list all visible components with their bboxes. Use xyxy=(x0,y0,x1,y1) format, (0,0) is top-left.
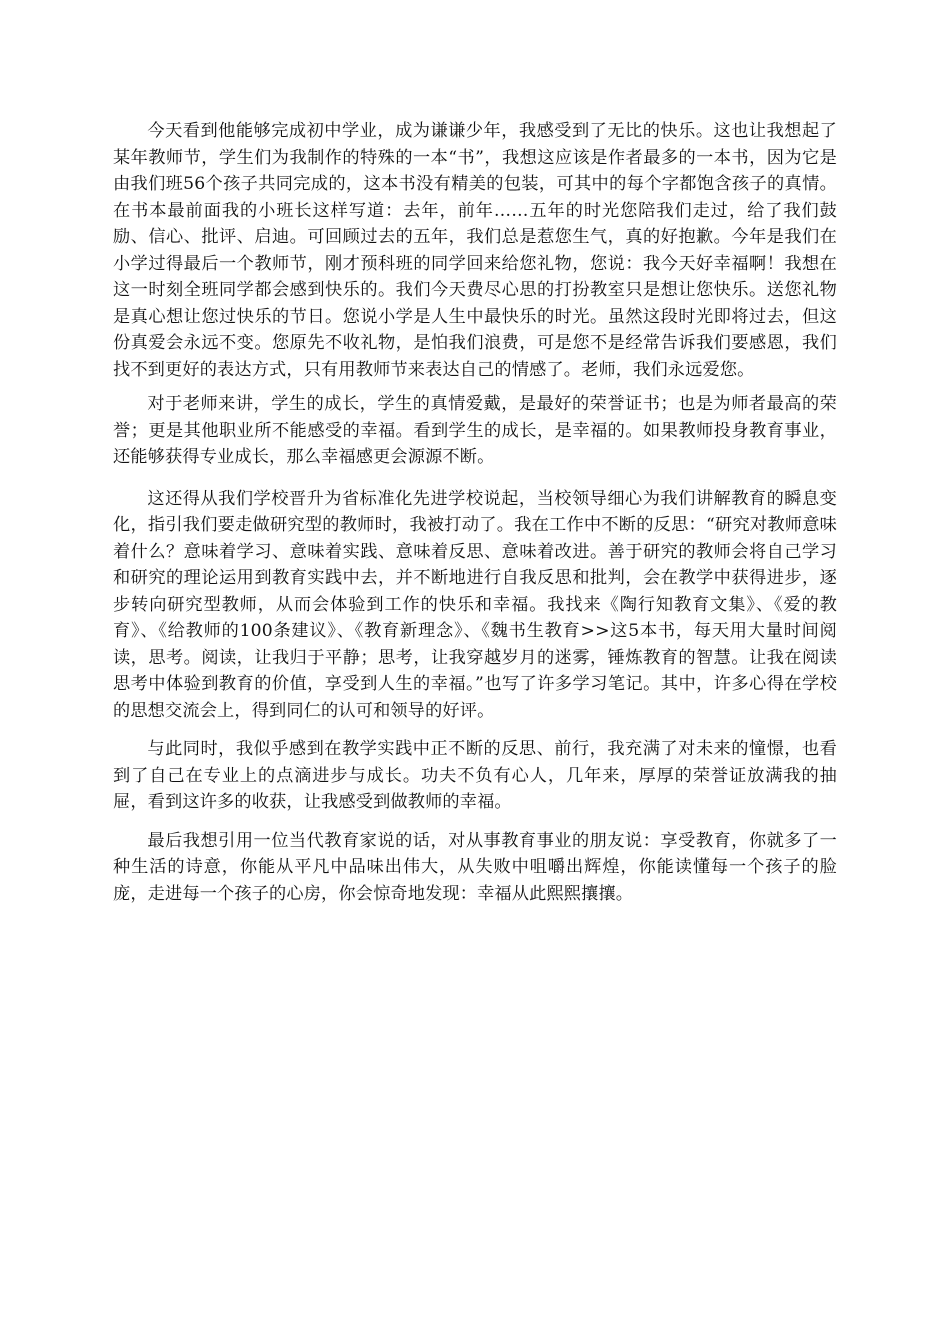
paragraph-spacer xyxy=(113,383,837,391)
paragraph-honor-of-teacher: 对于老师来讲，学生的成长，学生的真情爱戴，是最好的荣誉证书；也是为师者最高的荣誉；更是其他职业所不能感受的幸福。看到学生的成长，是幸福的。如果教师投身教育事业，还能够获得专业成长，那么幸福感更会源源不断。 xyxy=(113,394,837,467)
paragraph-spacer xyxy=(113,816,837,828)
paragraph-teachers-day-book: 今天看到他能够完成初中学业，成为谦谦少年，我感受到了无比的快乐。这也让我想起了某年教师节，学生们为我制作的特殊的一本“书”，我想这应该是作者最多的一本书，因为它是由我们班56个孩子共同完成的，这本书没有精美的包装，可其中的每个字都饱含孩子的真情。在书本最前面我的小班长这样写道：去年，前年……五年的时光您陪我们走过，给了我们鼓励、信心、批评、启迪。可回顾过去的五年，我们总是惹您生气，真的好抱歉。今年是我们在小学过得最后一个教师节，刚才预科班的同学回来给您礼物，您说：我今天好幸福啊！我想在这一时刻全班同学都会感到快乐的。我们今天费尽心思的打扮教室只是想让您快乐。送您礼物是真心想让您过快乐的节日。您说小学是人生中最快乐的时光。虽然这段时光即将过去，但这份真爱会永远不变。您原先不收礼物，是怕我们浪费，可是您不是经常告诉我们要感恩，我们找不到更好的表达方式，只有用教师节来表达自己的情感了。老师，我们永远爱您。 xyxy=(113,121,837,380)
paragraph-spacer xyxy=(113,471,837,486)
paragraph-professional-growth: 与此同时，我似乎感到在教学实践中正不断的反思、前行，我充满了对未来的憧憬，也看到了自己在专业上的点滴进步与成长。功夫不负有心人，几年来，厚厚的荣誉证放满我的抽屉，看到这许多的收获，让我感受到做教师的幸福。 xyxy=(113,739,837,812)
paragraph-spacer xyxy=(113,724,837,736)
document-body xyxy=(113,118,837,907)
paragraph-research-teacher: 这还得从我们学校晋升为省标准化先进学校说起，当校领导细心为我们讲解教育的瞬息变化，指引我们要走做研究型的教师时，我被打动了。我在工作中不断的反思：“研究对教师意味着什么？意味着学习、意味着实践、意味着反思、意味着改进。善于研究的教师会将自己学习和研究的理论运用到教育实践中去，并不断地进行自我反思和批判，会在教学中获得进步，逐步转向研究型教师，从而会体验到工作的快乐和幸福。我找来《陶行知教育文集》、《爱的教育》、《给教师的100条建议》、《教育新理念》、《魏书生教育>>这5本书，每天用大量时间阅读，思考。阅读，让我归于平静；思考，让我穿越岁月的迷雾，锤炼教育的智慧。让我在阅读思考中体验到教育的价值，享受到人生的幸福。”也写了许多学习笔记。其中，许多心得在学校的思想交流会上，得到同仁的认可和领导的好评。 xyxy=(113,488,837,721)
paragraph-closing-quote: 最后我想引用一位当代教育家说的话，对从事教育事业的朋友说：享受教育，你就多了一种生活的诗意，你能从平凡中品味出伟大，从失败中咀嚼出辉煌，你能读懂每一个孩子的脸庞，走进每一个孩子的心房，你会惊奇地发现：幸福从此熙熙攘攘。 xyxy=(113,830,837,904)
